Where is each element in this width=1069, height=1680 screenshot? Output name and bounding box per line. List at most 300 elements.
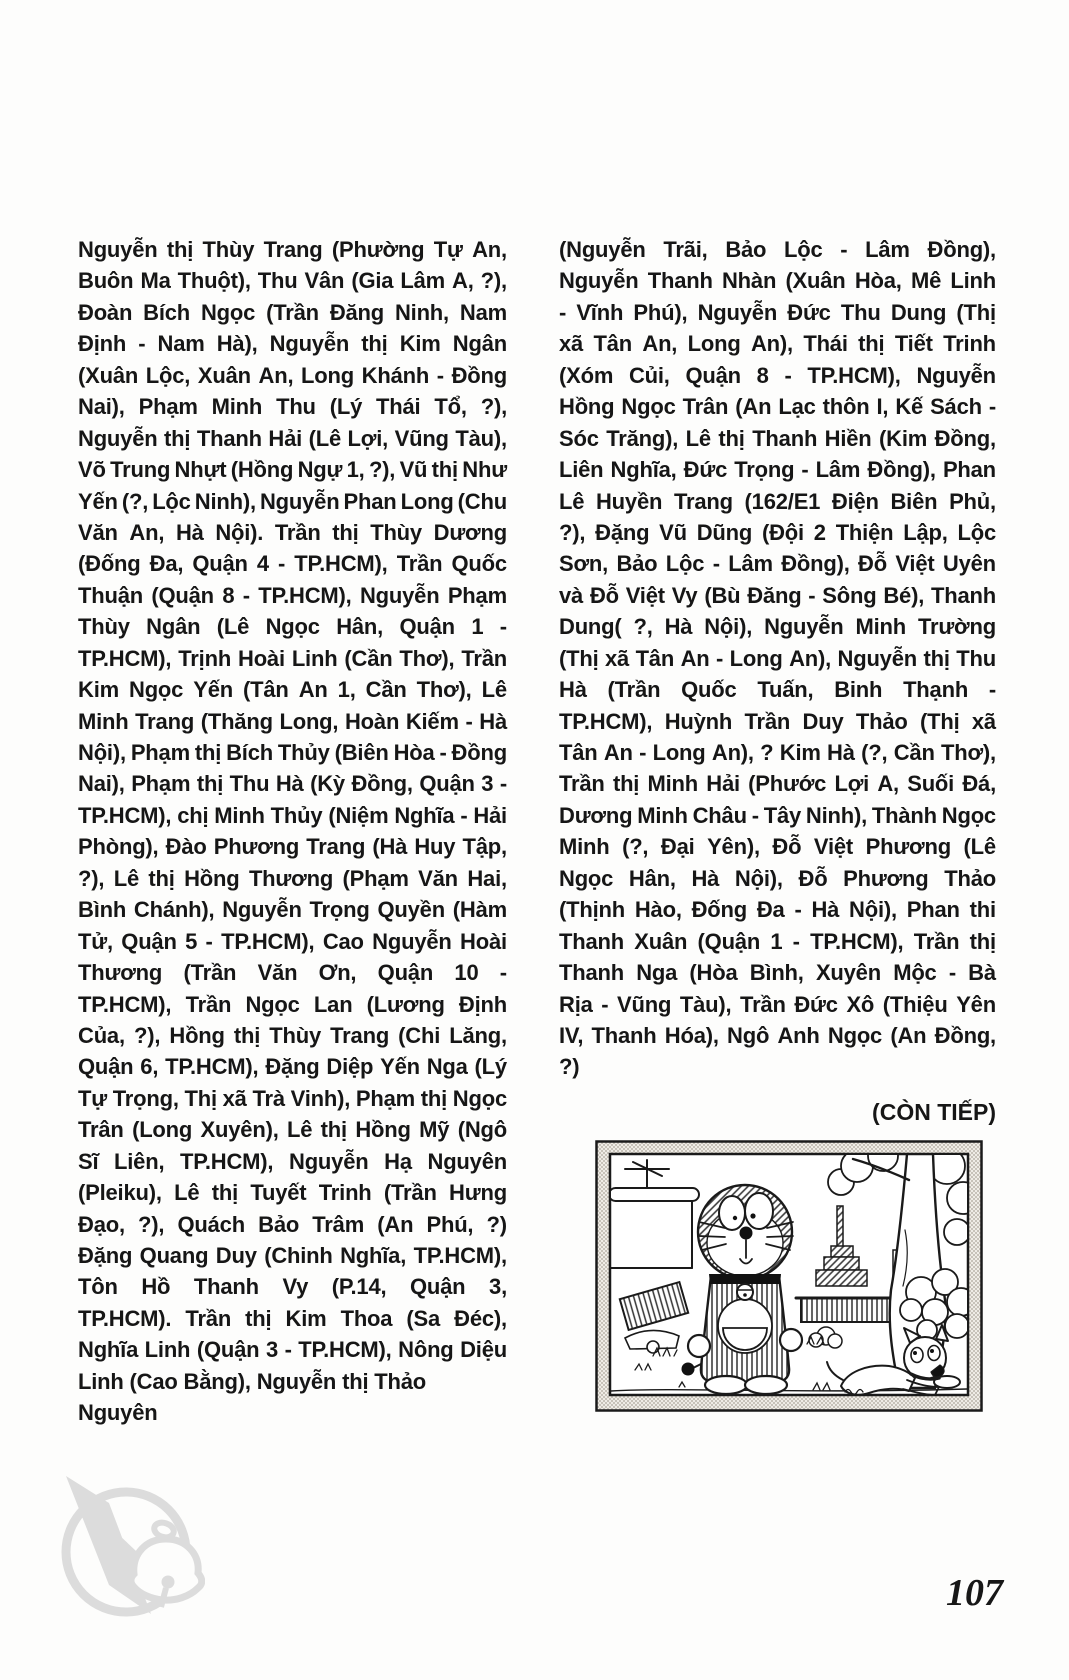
word: (Nguyễn xyxy=(559,237,646,262)
word: Hà xyxy=(175,519,204,545)
word: Chánh), xyxy=(133,897,215,923)
word: Tàu), xyxy=(679,991,732,1017)
word: (Bù xyxy=(704,582,741,608)
word: Mê xyxy=(910,268,942,294)
word: - xyxy=(808,582,816,608)
word: Nai), xyxy=(78,771,125,797)
word: Như xyxy=(462,457,507,483)
text-line xyxy=(78,1334,507,1365)
word: Hà xyxy=(479,708,507,734)
word: Ngô xyxy=(727,1022,770,1048)
word: Minh xyxy=(647,771,698,797)
word: Ngân xyxy=(146,614,201,640)
word: Dũng xyxy=(696,519,753,545)
word: (Xóm xyxy=(559,362,614,388)
word: An xyxy=(603,740,633,765)
word: Sơn, xyxy=(559,551,609,577)
word: Thùy xyxy=(370,519,422,545)
word: Việt xyxy=(895,551,935,577)
word: Nhàn xyxy=(721,268,777,294)
word: Hồng xyxy=(559,394,615,420)
word: Hạ xyxy=(384,1148,412,1174)
word: Thái xyxy=(803,331,848,357)
word: Buôn xyxy=(78,268,134,294)
word: Kim xyxy=(399,331,441,357)
word: Lê xyxy=(287,1117,313,1143)
word: (Phước xyxy=(748,771,827,797)
word: Nguyễn xyxy=(764,614,844,640)
text-line xyxy=(78,674,507,705)
word: Vũ xyxy=(399,457,428,483)
word: Tự xyxy=(78,1085,107,1111)
word: Thùy xyxy=(269,1022,322,1048)
word: (Lương xyxy=(366,991,445,1017)
word: Thùy xyxy=(202,237,255,262)
word: (Đống xyxy=(78,551,141,577)
word: Ngọc xyxy=(452,1085,507,1111)
word: Tiết xyxy=(894,331,933,357)
word: Điện xyxy=(831,488,879,514)
word: Đạo, xyxy=(78,1211,125,1237)
text-line xyxy=(78,1240,507,1271)
word: Phòng), xyxy=(78,834,159,860)
word: Phương xyxy=(213,834,300,860)
text-line xyxy=(559,234,996,265)
word: (Trần xyxy=(383,1180,437,1206)
word: An xyxy=(298,677,328,703)
word: Huyền xyxy=(595,488,663,514)
word: Lâm xyxy=(400,268,445,294)
word: Linh xyxy=(291,645,338,671)
word: Nguyễn xyxy=(259,488,340,514)
word: Tàu), xyxy=(455,425,507,451)
word: Trần xyxy=(740,991,786,1017)
word: Định xyxy=(78,331,127,357)
word: (Phường xyxy=(331,237,425,262)
word: Đặng xyxy=(595,519,650,545)
word: Long xyxy=(400,488,454,514)
word: thị xyxy=(431,457,458,483)
word: - xyxy=(712,551,720,577)
text-line xyxy=(78,328,507,359)
word: (Quận xyxy=(151,582,214,608)
word: Trang xyxy=(263,237,323,262)
word: 1 xyxy=(770,928,783,954)
word: Thạnh xyxy=(903,677,969,703)
word: Trường xyxy=(917,614,996,640)
word: thị xyxy=(420,1085,448,1111)
text-line xyxy=(559,989,996,1020)
word: Huỳnh xyxy=(664,708,733,734)
word: Hoài xyxy=(238,645,285,671)
word: Thơ), xyxy=(399,645,455,671)
doraemon-comic-panel-illustration xyxy=(595,1140,983,1412)
word: - xyxy=(205,928,213,954)
word: Trần xyxy=(274,519,321,545)
word: - xyxy=(465,708,473,734)
word: (Đội xyxy=(761,519,804,545)
word: Thương xyxy=(248,865,334,891)
word: (Thị xyxy=(559,645,599,671)
word: (P.14, xyxy=(331,1274,387,1300)
word: Tử, xyxy=(78,928,113,954)
word: Xuyên xyxy=(815,960,881,986)
text-line xyxy=(559,297,996,328)
word: Lê xyxy=(685,425,711,451)
word: Lộc xyxy=(784,237,823,262)
word: Quách xyxy=(177,1211,245,1237)
text-line xyxy=(78,1271,507,1302)
word: Liên xyxy=(559,457,604,483)
word: A, xyxy=(452,268,474,294)
word: (?, xyxy=(121,488,149,514)
word: Lợi, xyxy=(347,425,389,451)
text-line xyxy=(559,580,996,611)
word: Diệp xyxy=(326,1054,374,1080)
word: Duy xyxy=(802,708,844,734)
word: Trọng, xyxy=(112,1085,179,1111)
word: Ngọc xyxy=(827,1022,883,1048)
word: Kim xyxy=(78,677,119,703)
text-line xyxy=(78,454,507,485)
word: Nguyễn xyxy=(269,331,350,357)
word: thị xyxy=(148,865,175,891)
word: Ngọc xyxy=(265,614,320,640)
word: Liên, xyxy=(114,1148,165,1174)
word: Nguyễn xyxy=(837,645,917,671)
word: TP.HCM), xyxy=(221,928,315,954)
word: Dung xyxy=(890,299,947,325)
word: Nga xyxy=(636,960,678,986)
word: ? xyxy=(760,740,774,765)
word: (An xyxy=(890,1022,927,1048)
word: 1 xyxy=(471,614,484,640)
word: Đức xyxy=(683,457,728,483)
word: Nguyễn xyxy=(359,582,440,608)
word: Bảo xyxy=(258,1211,300,1237)
word: Đéc), xyxy=(454,1305,507,1331)
word: Bà xyxy=(968,960,996,986)
word: Trung xyxy=(110,457,171,483)
word: Hà), xyxy=(216,331,258,357)
text-line xyxy=(559,328,996,359)
word: Ngọc xyxy=(129,677,184,703)
text-line xyxy=(78,1303,507,1334)
word: Thanh xyxy=(196,425,262,451)
word: Thu xyxy=(276,394,316,420)
word: - xyxy=(559,299,567,325)
word: Ngọc xyxy=(200,299,256,325)
word: Duy xyxy=(215,1243,257,1268)
word: Thuận xyxy=(78,582,143,608)
word: Cần xyxy=(365,677,407,703)
word: Lộc xyxy=(152,488,191,514)
word: Tuấn, xyxy=(757,677,814,703)
word: Trọng xyxy=(734,457,795,483)
word: Đức xyxy=(794,991,838,1017)
word: Thu xyxy=(229,771,270,797)
word: TP.HCM), xyxy=(78,991,172,1017)
word: Trần xyxy=(396,551,443,577)
word: (Chinh xyxy=(264,1243,333,1268)
word: Khánh xyxy=(361,362,430,388)
word: Lợi xyxy=(834,771,870,797)
word: 5 xyxy=(185,928,198,954)
word: Quận xyxy=(192,551,248,577)
word: - xyxy=(948,960,956,986)
word: Nội), xyxy=(849,897,897,923)
word: (Kim xyxy=(879,425,928,451)
word: Tân xyxy=(635,645,675,671)
word: An), xyxy=(750,331,793,357)
word: Trang xyxy=(330,1022,390,1048)
word: Phan xyxy=(906,897,960,923)
word: Trần xyxy=(744,708,791,734)
text-line xyxy=(78,265,507,296)
word: - xyxy=(242,582,250,608)
word: (Trần xyxy=(183,960,237,986)
word: 4 xyxy=(256,551,269,577)
word: (Hà xyxy=(372,834,408,860)
word: Việt xyxy=(813,834,854,860)
text-line xyxy=(559,423,996,454)
word: Cần xyxy=(893,740,935,765)
word: Thị xyxy=(184,1085,217,1111)
word: - xyxy=(138,331,146,357)
text-line xyxy=(78,360,507,391)
word: Yến xyxy=(380,1054,420,1080)
word: xã xyxy=(559,331,584,357)
word: Mộc xyxy=(893,960,937,986)
word: Nguyễn xyxy=(372,928,452,954)
word: Nguyễn xyxy=(78,237,158,262)
word: Phạm xyxy=(355,1085,416,1111)
word: An), xyxy=(711,740,754,765)
word: Đa, xyxy=(149,551,184,577)
word: Thoa xyxy=(340,1305,393,1331)
text-line xyxy=(559,611,996,642)
word: - xyxy=(436,362,444,388)
word: thị xyxy=(718,425,745,451)
word: Đỗ xyxy=(858,551,887,577)
word: Quận xyxy=(410,1274,466,1300)
text-line xyxy=(78,548,507,579)
text-line xyxy=(559,926,996,957)
word: Nga xyxy=(426,1054,468,1080)
word: Hà xyxy=(559,677,587,703)
word: Văn xyxy=(418,865,458,891)
word: TP.HCM), xyxy=(165,1054,259,1080)
word: - xyxy=(499,614,507,640)
word: Ninh), xyxy=(805,802,868,828)
word: ?), xyxy=(368,457,396,483)
text-line xyxy=(78,391,507,422)
word: Đá, xyxy=(962,771,996,797)
word: Long xyxy=(652,740,706,765)
word: Ơn, xyxy=(318,960,357,986)
word: Định xyxy=(458,991,507,1017)
word: Thủy xyxy=(277,740,330,765)
word: (Long xyxy=(132,1117,193,1143)
word: Phan xyxy=(343,488,397,514)
word: Minh xyxy=(78,708,129,734)
word: (Cần xyxy=(344,645,393,671)
word: Nai), xyxy=(78,394,125,420)
text-line xyxy=(559,737,996,768)
word: - xyxy=(988,677,996,703)
word: Thanh xyxy=(193,1274,259,1300)
word: Minh xyxy=(855,614,906,640)
text-line xyxy=(78,768,507,799)
word: Thành xyxy=(871,802,937,828)
word: Thu xyxy=(840,299,881,325)
continued-label: (CÒN TIẾP) xyxy=(872,1099,996,1125)
word: Trân xyxy=(78,1117,124,1143)
word: thị xyxy=(196,771,224,797)
word: Đồng, xyxy=(934,425,996,451)
word: Ngọc xyxy=(245,991,300,1017)
word: Nguyễn xyxy=(78,425,158,451)
word: Nhựt xyxy=(174,457,227,483)
text-line xyxy=(78,1020,507,1051)
word: (Trần xyxy=(266,299,319,325)
text-line xyxy=(78,517,507,548)
word: Hiền xyxy=(824,425,872,451)
word: - xyxy=(715,645,724,671)
word: Trinh xyxy=(943,331,996,357)
word: Nghĩa, xyxy=(610,457,677,483)
word: (Lê xyxy=(963,834,996,860)
word: TP.HCM), xyxy=(559,708,653,734)
word: Thanh xyxy=(559,960,624,986)
text-line xyxy=(78,423,507,454)
word: ?), xyxy=(559,519,586,545)
word: 8 xyxy=(222,582,235,608)
word: Đống xyxy=(691,897,747,923)
word: thị xyxy=(923,645,950,671)
word: Đặng xyxy=(265,1054,320,1080)
word: Rịa xyxy=(559,991,593,1017)
text-line xyxy=(559,863,996,894)
word: Long xyxy=(301,362,354,388)
text-column-right xyxy=(559,234,996,1083)
word: Hà xyxy=(664,614,693,640)
word: - xyxy=(639,740,647,765)
word: ?), xyxy=(138,1211,165,1237)
text-line xyxy=(78,989,507,1020)
word: Bích xyxy=(143,299,191,325)
word: Lâm xyxy=(728,551,773,577)
word: Tôn xyxy=(78,1274,118,1300)
word: Hồng xyxy=(169,1022,225,1048)
word: Ma xyxy=(140,268,171,294)
word: An), xyxy=(789,645,832,671)
word: Yến xyxy=(78,488,118,514)
word: Vũng xyxy=(617,991,672,1017)
word: Nguyễn xyxy=(697,299,778,325)
word: Trần xyxy=(913,928,960,954)
word: Hải xyxy=(473,802,507,828)
word: Quận xyxy=(377,960,434,986)
word: Vĩnh xyxy=(576,299,624,325)
word: Thanh xyxy=(930,582,996,608)
word: Thiện xyxy=(835,519,894,545)
word: Thanh xyxy=(647,268,713,294)
word: Hà xyxy=(275,771,304,797)
word: TP.HCM), xyxy=(810,928,904,954)
word: Văn xyxy=(257,960,298,986)
word: - xyxy=(801,457,809,483)
word: - xyxy=(840,237,848,262)
word: Đỗ xyxy=(589,582,619,608)
word: Trang xyxy=(673,488,733,514)
word: Anh xyxy=(777,1022,820,1048)
word: Đăng xyxy=(329,299,385,325)
word: Phạm xyxy=(447,582,507,608)
word: Hà xyxy=(811,897,840,923)
word: Lộc xyxy=(665,551,705,577)
word: Sông xyxy=(822,582,877,608)
word: và xyxy=(559,582,584,608)
word: Trân xyxy=(682,394,729,420)
text-line xyxy=(78,706,507,737)
text-line xyxy=(559,360,996,391)
word: (Quận xyxy=(697,928,761,954)
word: Ngân xyxy=(452,331,507,357)
text-line xyxy=(78,957,507,988)
word: Thanh xyxy=(591,1022,657,1048)
text-line xyxy=(559,957,996,988)
word: Phú), xyxy=(633,299,688,325)
word: ?), xyxy=(480,268,507,294)
text-line xyxy=(78,1146,507,1177)
text-line xyxy=(559,674,996,705)
word: - xyxy=(792,928,800,954)
word: Trang xyxy=(306,834,366,860)
word: thị xyxy=(361,331,388,357)
word: TP.HCM), xyxy=(807,362,901,388)
text-line xyxy=(78,643,507,674)
text-line xyxy=(559,265,996,296)
word: Của, xyxy=(78,1022,125,1048)
word: Hồ xyxy=(141,1274,171,1300)
text-column-left xyxy=(78,234,507,1426)
word: 2 xyxy=(813,519,826,545)
word: (Xuân xyxy=(785,268,846,294)
word: Kim xyxy=(285,1305,327,1331)
text-line xyxy=(78,831,507,862)
word: Hân, xyxy=(628,865,676,891)
word: Đức xyxy=(787,299,831,325)
word: Trãi, xyxy=(663,237,708,262)
word: (Hàm xyxy=(452,897,507,923)
word: Nội). xyxy=(215,519,264,545)
word: Sách xyxy=(930,394,982,420)
word: (Chu xyxy=(457,488,507,514)
word: Hân, xyxy=(336,614,384,640)
word: 3 xyxy=(265,1337,279,1363)
word: ?), xyxy=(133,1022,161,1048)
word: (Gia xyxy=(351,268,394,294)
page-number: 107 xyxy=(946,1572,1003,1614)
word: Việt xyxy=(625,582,665,608)
word: Lạc xyxy=(778,394,816,420)
word: TP.HCM), xyxy=(413,1243,507,1268)
word: Thương xyxy=(78,960,163,986)
text-line xyxy=(559,706,996,737)
word: (Quận xyxy=(196,1337,260,1363)
word: TP.HCM), xyxy=(78,645,172,671)
